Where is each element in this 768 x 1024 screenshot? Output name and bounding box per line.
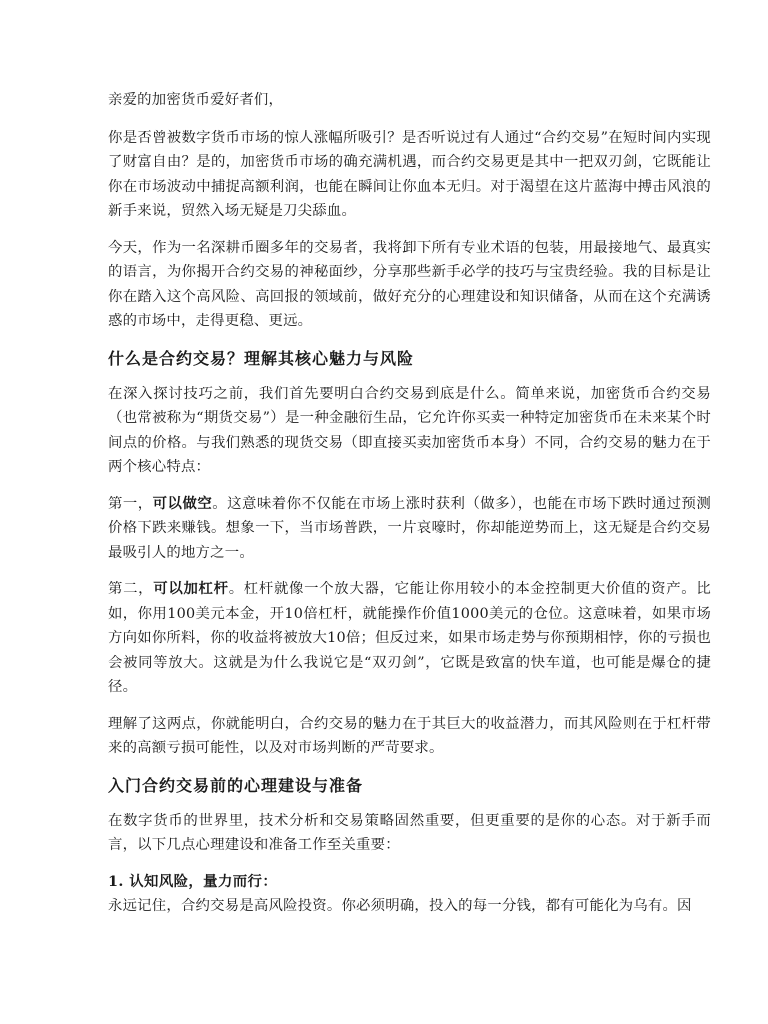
intro-paragraph-1: 你是否曾被数字货币市场的惊人涨幅所吸引？是否听说过有人通过“合约交易”在短时间内实现了财富自由？是的，加密货币市场的确充满机遇，而合约交易更是其中一把双刃剑，它既能让你在市场波动中捕捉高额利润，也能在瞬间让你血本无归。对于渴望在这片蓝海中搏击风浪的新手来说，贸然入场无疑是刀尖舔血。	[108, 129, 711, 219]
point2-bold: 可以加杠杆	[153, 580, 229, 597]
point1-prefix: 第一，	[108, 495, 153, 512]
greeting: 亲爱的加密货币爱好者们，	[108, 92, 284, 108]
list-item-1-text: 永远记住，合约交易是高风险投资。你必须明确，投入的每一分钱，都有可能化为乌有。因	[108, 897, 692, 914]
point-short-selling	[108, 492, 711, 566]
section-heading-what-is-contract-trading: 什么是合约交易？理解其核心魅力与风险	[108, 348, 415, 368]
point1-text: 。这意味着你不仅能在市场上涨时获利（做多），也能在市场下跌时通过预测价格下跌来赚钱。想象一下，当市场普跌，一片哀嚎时，你却能逆势而上，这无疑是合约交易最吸引人的地方之一。	[108, 495, 711, 561]
point1-bold: 可以做空	[152, 494, 213, 512]
intro-paragraph-2: 今天，作为一名深耕币圈多年的交易者，我将卸下所有专业术语的包装，用最接地气、最真实的语言，为你揭开合约交易的神秘面纱，分享那些新手必学的技巧与宝贵经验。我的目标是让你在踏入这个高风险、高回报的领域前，做好充分的心理建设和知识储备，从而在这个充满诱惑的市场中，走得更稳、更远。	[108, 239, 711, 329]
section-heading-mindset-preparation: 入门合约交易前的心理建设与准备	[108, 775, 364, 795]
section1-summary: 理解了这两点，你就能明白，合约交易的魅力在于其巨大的收益潜力，而其风险则在于杠杆带来的高额亏损可能性，以及对市场判断的严苛要求。	[108, 715, 711, 756]
point-leverage	[108, 577, 711, 700]
section1-paragraph: 在深入探讨技巧之前，我们首先要明白合约交易到底是什么。简单来说，加密货币合约交易（也常被称为“期货交易”）是一种金融衍生品，它允许你买卖一种特定加密货币在未来某个时间点的价格。与我们熟悉的现货交易（即直接买卖加密货币本身）不同，合约交易的魅力在于两个核心特点：	[108, 385, 711, 475]
list-item-1-title: 1. 认知风险，量力而行：	[108, 872, 278, 890]
point2-prefix: 第二，	[108, 581, 154, 597]
point2-text: 。杠杆就像一个放大器，它能让你用较小的本金控制更大价值的资产。比如，你用100美元本金，开10倍杠杆，就能操作价值1000美元的仓位。这意味着，如果市场方向如你所料，你的收益将被放大10倍；但反过来，如果市场走势与你预期相悖，你的亏损也会被同等放大。这就是为什么我说它是“双刃剑”，它既是致富的快车道，也可能是爆仓的捷径。	[108, 581, 711, 695]
document-page	[108, 88, 711, 918]
section2-paragraph: 在数字货币的世界里，技术分析和交易策略固然重要，但更重要的是你的心态。对于新手而言，以下几点心理建设和准备工作至关重要：	[108, 812, 711, 853]
